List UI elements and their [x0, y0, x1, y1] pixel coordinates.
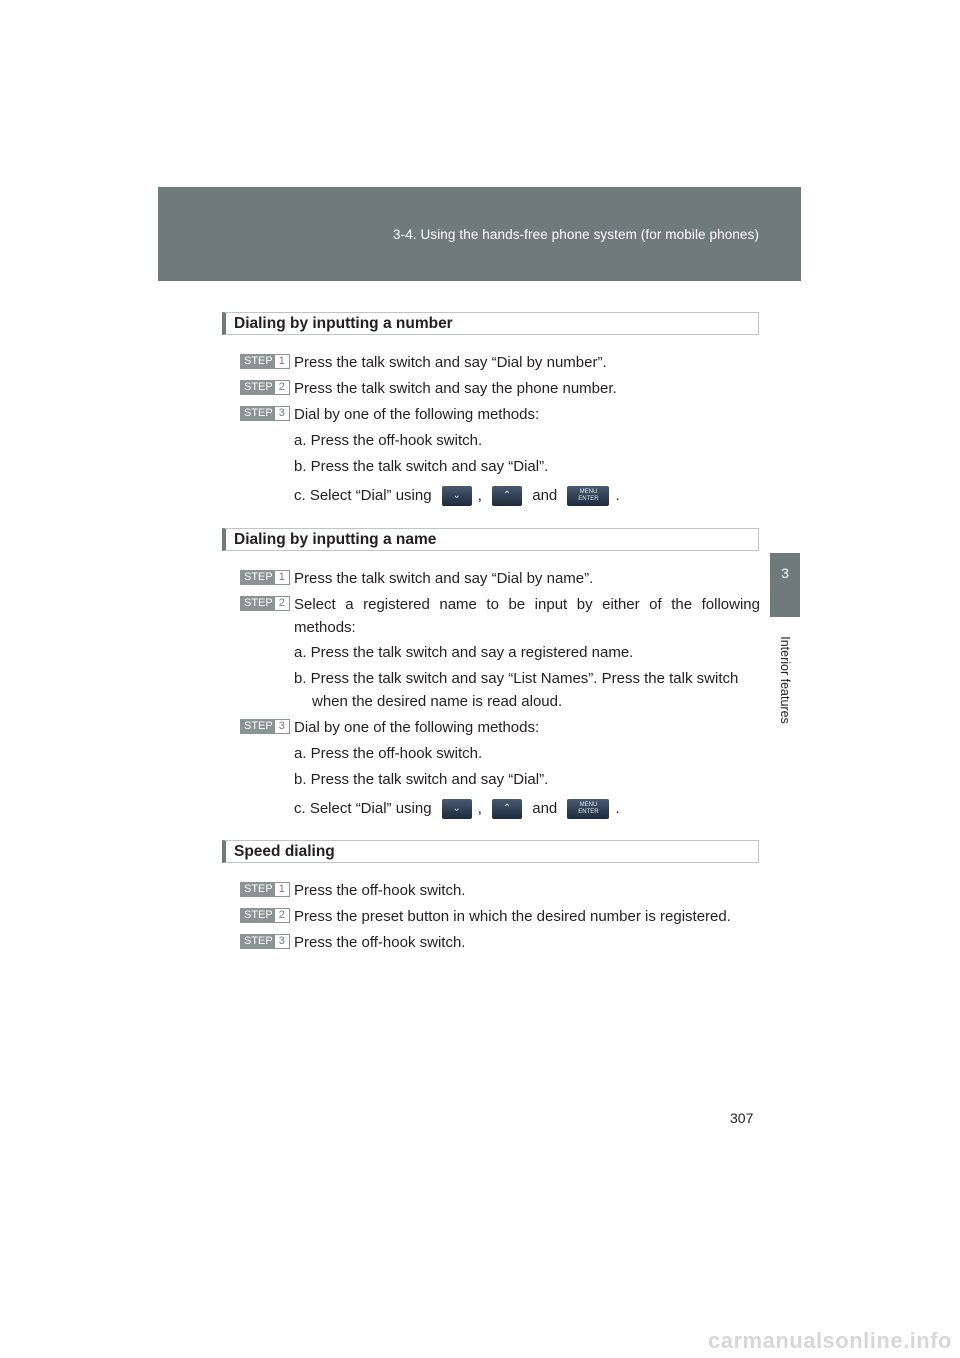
chapter-number: 3 — [781, 565, 789, 581]
chapter-tab — [770, 553, 800, 617]
step-text: Press the talk switch and say “Dial by number”. — [294, 354, 607, 371]
chapter-header-band — [158, 187, 801, 281]
step-text: Dial by one of the following methods: — [294, 406, 540, 423]
menu-enter-icon: MENU ENTER — [567, 799, 609, 819]
method-item: b. Press the talk switch and say “Dial”. — [294, 458, 549, 475]
method-item: b. Press the talk switch and say “Dial”. — [294, 771, 549, 788]
step-badge: STEP 3 — [240, 406, 290, 421]
page-number: 307 — [730, 1110, 754, 1126]
method-item: a. Press the talk switch and say a registered name. — [294, 644, 634, 661]
step-badge: STEP 3 — [240, 934, 290, 949]
step-text: Dial by one of the following methods: — [294, 719, 540, 736]
section-title: Dialing by inputting a number — [234, 315, 453, 332]
chapter-side-label: Interior features — [778, 636, 792, 724]
step-badge: STEP 2 — [240, 908, 290, 923]
menu-enter-icon: MENU ENTER — [567, 486, 609, 506]
section-heading — [222, 840, 759, 863]
step-text: Press the talk switch and say the phone number. — [294, 380, 617, 397]
chevron-down-icon: ⌄ — [442, 799, 472, 819]
step-badge: STEP 3 — [240, 719, 290, 734]
step-text: Press the talk switch and say “Dial by name”. — [294, 570, 594, 587]
chevron-up-icon: ⌃ — [492, 486, 522, 506]
chevron-up-icon: ⌃ — [492, 799, 522, 819]
step-badge: STEP 1 — [240, 354, 290, 369]
step-badge: STEP 2 — [240, 380, 290, 395]
method-item: a. Press the off-hook switch. — [294, 432, 483, 449]
method-item-select: c. Select “Dial” using ⌄ , ⌃ and MENU ENTER . — [294, 484, 760, 507]
section-heading — [222, 528, 759, 551]
step-badge: STEP 1 — [240, 570, 290, 585]
section-title: Speed dialing — [234, 843, 335, 860]
section-title: Dialing by inputting a name — [234, 531, 437, 548]
step-text: Press the off-hook switch. — [294, 882, 466, 899]
step-text: Press the off-hook switch. — [294, 934, 466, 951]
watermark: carmanualsonline.info — [708, 1328, 952, 1353]
method-item: b. Press the talk switch and say “List Names”. Press the talk switch when the desired name is read aloud. — [294, 670, 739, 710]
step-badge: STEP 1 — [240, 882, 290, 897]
section-heading — [222, 312, 759, 335]
step-badge: STEP 2 — [240, 596, 290, 611]
step-text: Select a registered name to be input by either of the following methods: — [294, 596, 760, 636]
method-item: a. Press the off-hook switch. — [294, 745, 483, 762]
step-text: Press the preset button in which the desired number is registered. — [294, 908, 731, 925]
chevron-down-icon: ⌄ — [442, 486, 472, 506]
method-item-select: c. Select “Dial” using ⌄ , ⌃ and MENU ENTER . — [294, 797, 760, 820]
chapter-title: 3-4. Using the hands-free phone system (for mobile phones) — [393, 227, 759, 242]
